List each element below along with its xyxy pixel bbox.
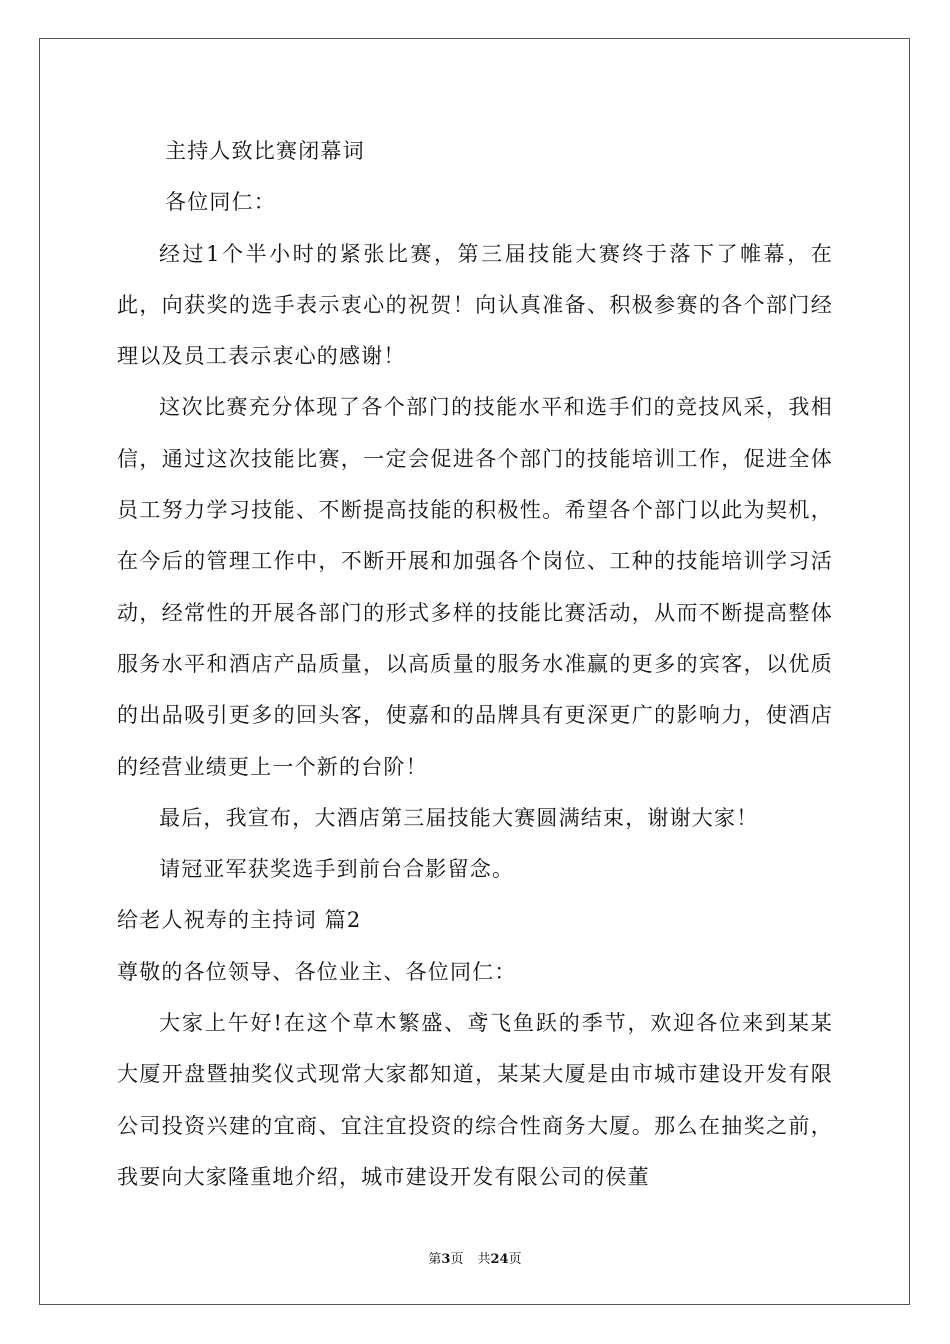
page-prefix: 第 [428, 1252, 442, 1267]
section2-greeting: 尊敬的各位领导、各位业主、各位同仁： [117, 959, 517, 984]
section1-greeting: 各位同仁： [165, 190, 276, 215]
page-footer [0, 1248, 950, 1267]
total-suffix: 页 [508, 1252, 522, 1267]
section1-title: 主持人致比赛闭幕词 [165, 139, 365, 163]
section1-paragraph-4: 请冠亚军获奖选手到前台合影留念。 [159, 857, 515, 882]
section1-paragraph-1: 经过1个半小时的紧张比赛，第三届技能大赛终于落下了帷幕，在此，向获奖的选手表示衷心的祝贺！向认真准备、积极参赛的各个部门经理以及员工表示衷心的感谢！ [117, 241, 833, 369]
page-number: 3 [441, 1252, 451, 1267]
section2-paragraph-1: 大家上午好!在这个草木繁盛、鸢飞鱼跃的季节，欢迎各位来到某某大厦开盘暨抽奖仪式现常大家都知道，某某大厦是由市城市建设开发有限公司投资兴建的宜商、宜注宜投资的综合性商务大厦。那么在抽奖之前，我要向大家隆重地介绍，城市建设开发有限公司的侯董 [117, 1011, 833, 1189]
total-prefix: 共 [477, 1252, 491, 1267]
section1-paragraph-2: 这次比赛充分体现了各个部门的技能水平和选手们的竞技风采，我相信，通过这次技能比赛，一定会促进各个部门的技能培训工作，促进全体员工努力学习技能、不断提高技能的积极性。希望各个部门以此为契机，在今后的管理工作中，不断开展和加强各个岗位、工种的技能培训学习活动，经常性的开展各部门的形式多样的技能比赛活动，从而不断提高整体服务水平和酒店产品质量，以高质量的服务水准赢的更多的宾客，以优质的出品吸引更多的回头客，使嘉和的品牌具有更深更广的影响力，使酒店的经营业绩更上一个新的台阶！ [117, 395, 833, 779]
section1-paragraph-3: 最后，我宣布，大酒店第三届技能大赛圆满结束，谢谢大家！ [159, 805, 759, 830]
section2-title: 给老人祝寿的主持词 篇2 [117, 908, 362, 933]
total-pages: 24 [490, 1252, 509, 1267]
document-body [117, 126, 833, 1203]
page-suffix: 页 [450, 1252, 464, 1267]
